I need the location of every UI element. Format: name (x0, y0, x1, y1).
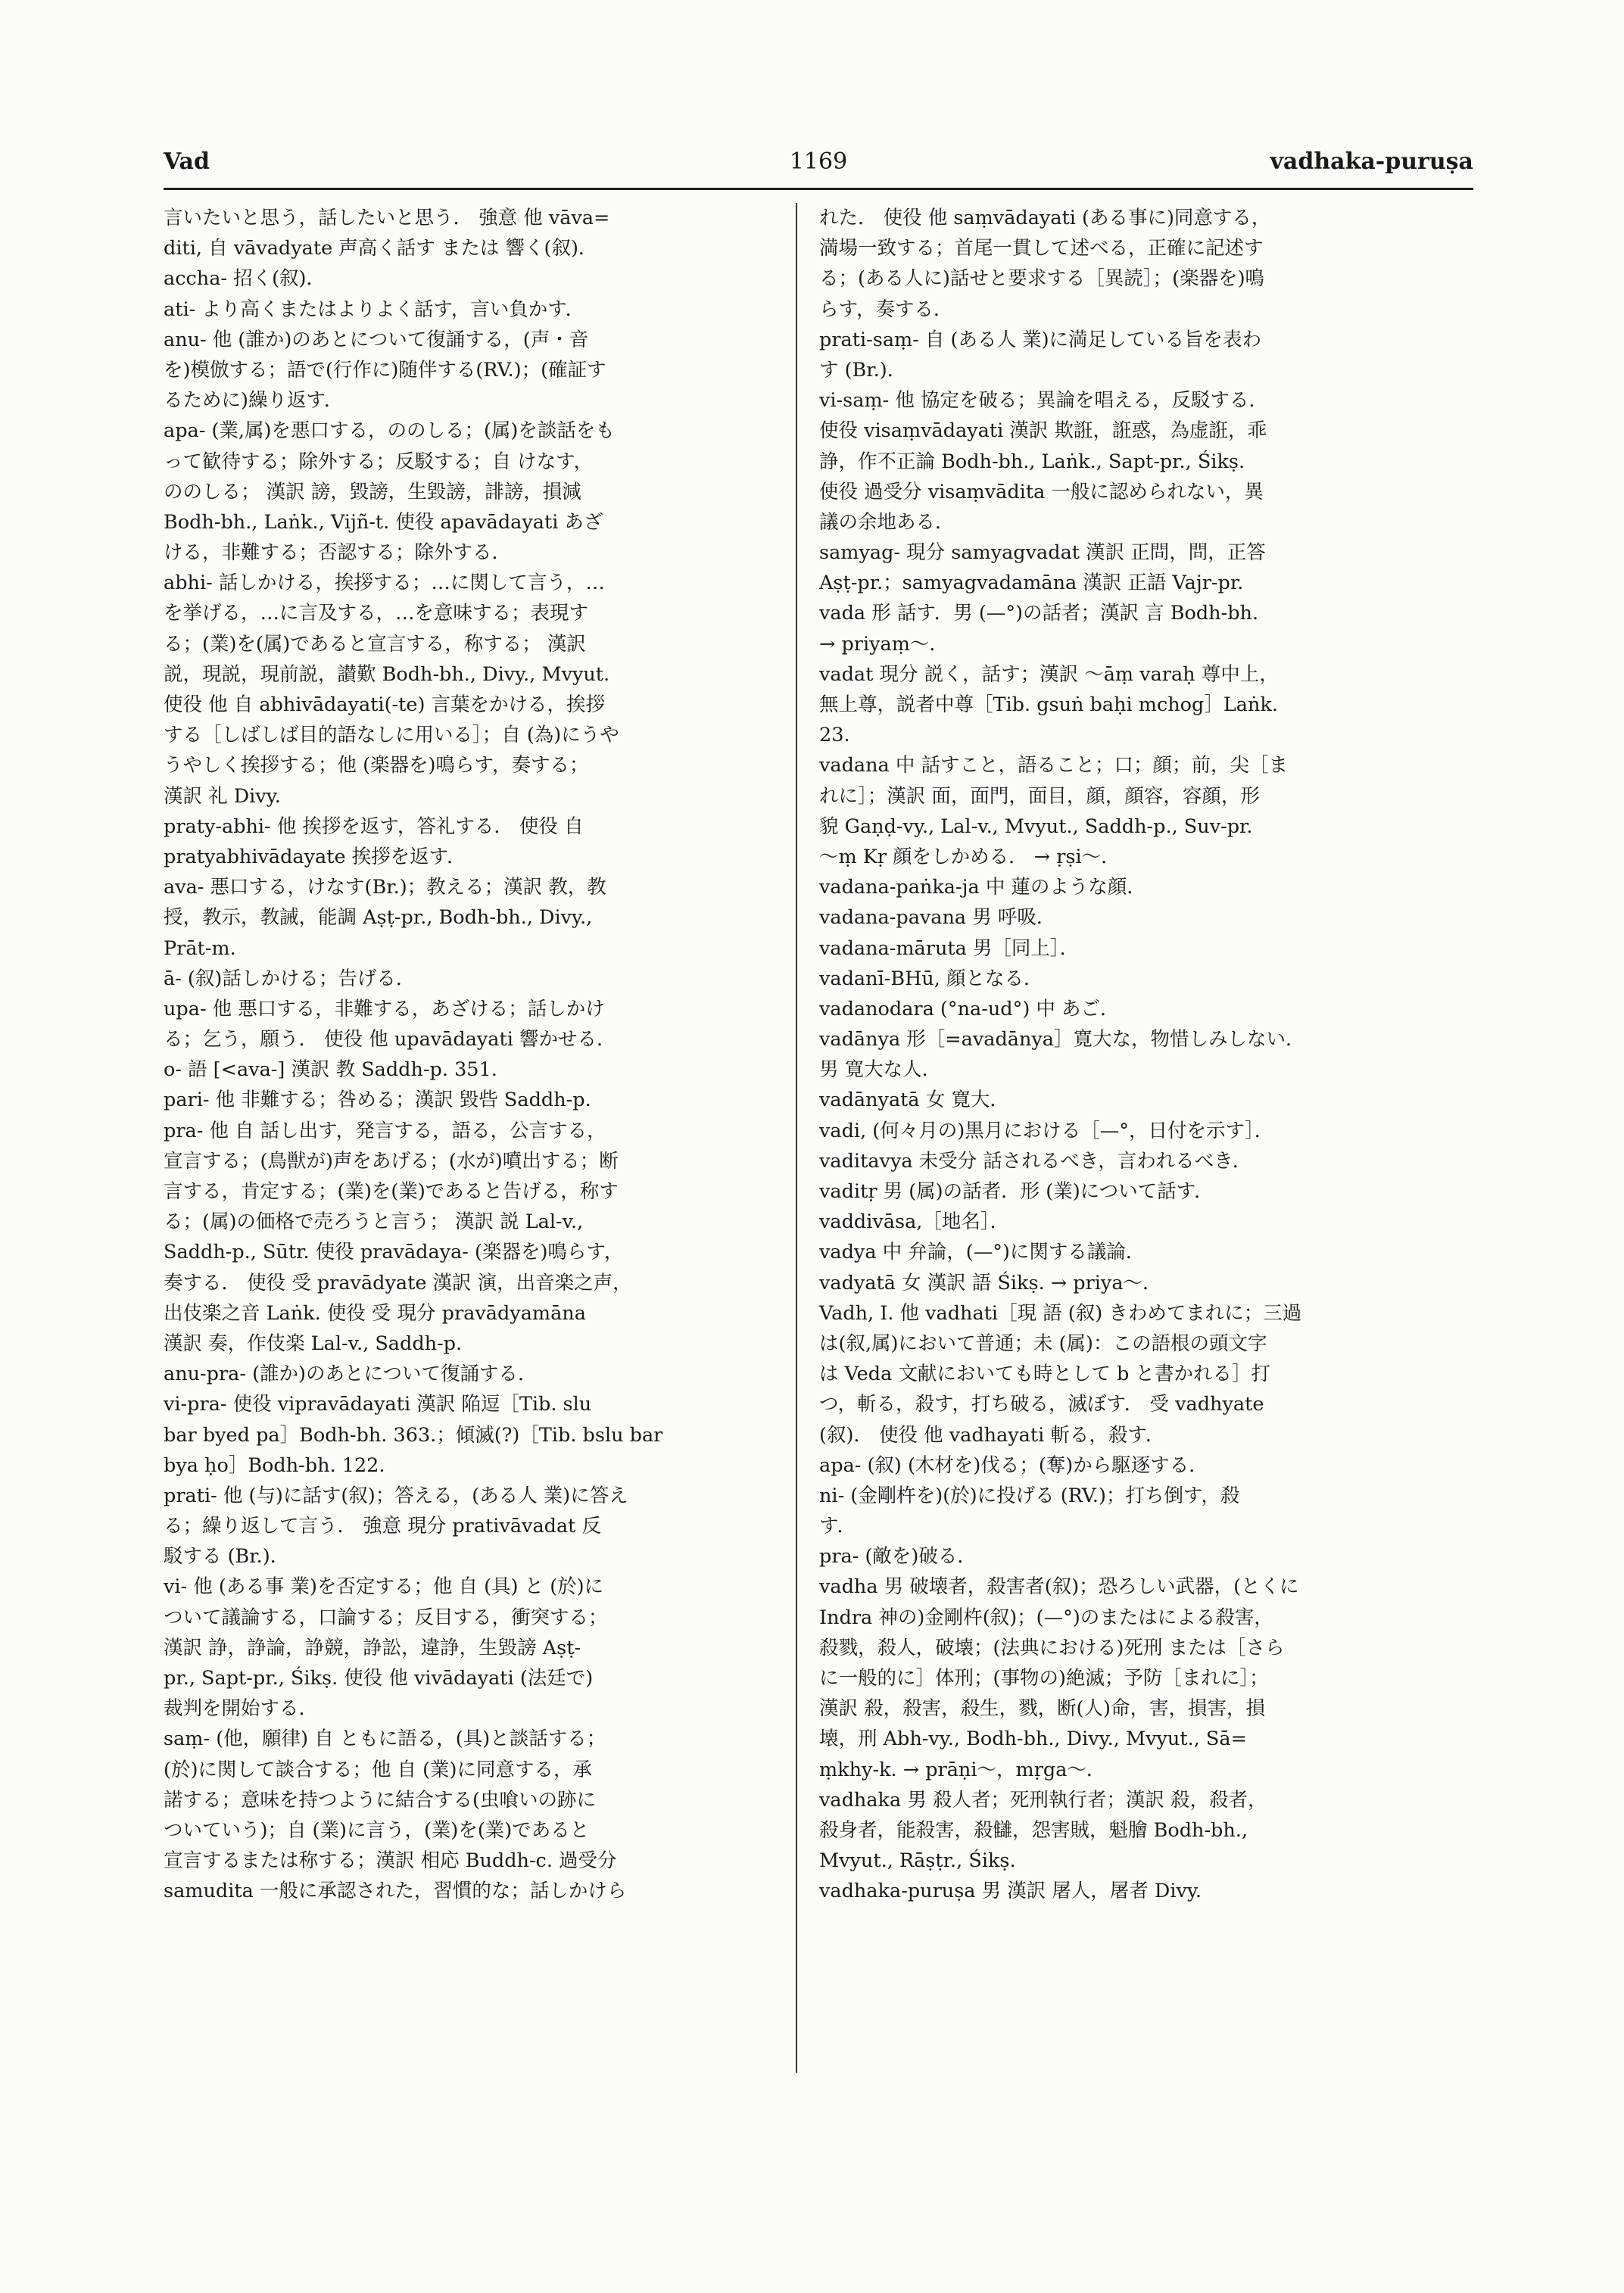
entry-line: vadi, (何々月の)黒月における［—°，日付を示す］． (819, 1119, 1274, 1142)
page-header (164, 144, 1473, 180)
entry-line: Indra 神の)金剛杵(叙)；(—°)のまたはによる殺害， (819, 1606, 1273, 1629)
entry-line: る；(属)の価格で売ろうと言う； 漢訳 説 Lal-v., (164, 1210, 584, 1234)
entry-line: Saddh-p., Sūtr. 使役 pravādaya- (楽器を)鳴らす， (164, 1241, 624, 1264)
entry-line: diti, 自 vāvadyate 声高く話す または 響く(叙)． (164, 237, 598, 260)
entry-line: ついていう)；自 (業)に言う，(業)を(業)であると (164, 1818, 590, 1842)
running-head-left: Vad (164, 148, 210, 175)
entry-line: o- 語 [<ava-] 漢訳 教 Saddh-p. 351. (164, 1058, 497, 1082)
entry-line: vi- 他 (ある事 業)を否定する；他 自 (具) と (於)に (164, 1575, 604, 1599)
entry-line: vadana-māruta 男［同上］． (819, 936, 1080, 960)
entry-line: れた． 使役 他 saṃvādayati (ある事に)同意する， (819, 207, 1271, 229)
entry-line: 使役 過受分 visaṃvādita 一般に認められない，異 (819, 480, 1264, 503)
entry-line: は Veda 文献においても時として b と書かれる］打 (819, 1363, 1270, 1386)
entry-line: vadha 男 破壊者，殺害者(叙)；恐ろしい武器，(とくに (819, 1575, 1299, 1599)
entry-line: 漢訳 礼 Divy. (164, 784, 281, 808)
column-divider (796, 203, 797, 2073)
entry-line: Mvyut., Rāṣṭr., Śikṣ. (819, 1849, 1016, 1873)
entry-line: す． (819, 1515, 856, 1538)
right-column (819, 203, 1472, 2080)
entry-line: する［しばしば目的語なしに用いる］；自 (為)にうや (164, 724, 619, 747)
entry-line: らす，奏する． (819, 298, 953, 321)
entry-line: vadana-paṅka-ja 中 蓮のような顔． (819, 876, 1146, 899)
entry-line: る；乞う，願う． 使役 他 upavādayati 響かせる． (164, 1028, 616, 1051)
entry-line: Bodh-bh., Laṅk., Vijñ-t. 使役 apavādayati あざ (164, 510, 603, 534)
entry-line: ける，非難する；否認する；除外する． (164, 541, 512, 565)
entry-line: vadhaka 男 殺人者；死刑執行者；漢訳 殺，殺者， (819, 1788, 1267, 1812)
entry-line: samudita 一般に承認された，習慣的な；話しかけら (164, 1880, 627, 1903)
entry-line: abhi- 話しかける，挨拶する；…に関して言う，… (164, 572, 605, 595)
entry-line: ののしる； 漢訳 謗，毀謗，生毀謗，誹謗，損減 (164, 480, 581, 503)
entry-line: pari- 他 非難する；咎める；漢訳 毀呰 Saddh-p. (164, 1089, 591, 1112)
entry-line: を)模倣する；語で(行作に)随伴する(RV.)；(確証す (164, 358, 606, 382)
entry-line: vada 形 話す．男 (—°)の話者；漢訳 言 Bodh-bh. (819, 602, 1259, 625)
entry-line: Vadh, I. 他 vadhati［現 語 (叙) きわめてまれに；三過 (819, 1301, 1302, 1325)
entry-line: は(叙,属)において普通；未 (属)：この語根の頭文字 (819, 1332, 1267, 1355)
entry-line: に一般的に］体刑；(事物の)絶滅；予防［まれに］； (819, 1667, 1269, 1690)
entry-line: vadat 現分 説く，話す；漢訳 ～āṃ varaḥ 尊中上， (819, 662, 1279, 686)
entry-line: vadanī-BHū, 顔となる． (819, 967, 1043, 990)
entry-line: apa- (叙) (木材を)伐る；(奪)から駆逐する． (819, 1453, 1208, 1477)
entry-line: 使役 他 自 abhivādayati(-te) 言葉をかける，挨拶 (164, 693, 606, 716)
entry-line: るために)繰り返す． (164, 389, 344, 413)
entry-line: を挙げる，…に言及する，…を意味する；表現す (164, 602, 589, 625)
entry-line: vadyatā 女 漢訳 語 Śikṣ. → priya～． (819, 1271, 1162, 1294)
entry-line: bya ḥo］Bodh-bh. 122. (164, 1453, 385, 1477)
entry-line: pratyabhivādayate 挨拶を返す． (164, 845, 466, 868)
entry-line: ni- (金剛杵を)(於)に投げる (RV.)；打ち倒す，殺 (819, 1484, 1240, 1507)
entry-line: vaditavya 未受分 話されるべき，言われるべき． (819, 1149, 1252, 1173)
entry-line: pra- 他 自 話し出す，発言する，語る，公言する， (164, 1119, 606, 1142)
entry-line: 壊，刑 Abh-vy., Bodh-bh., Divy., Mvyut., Sā= (819, 1728, 1247, 1751)
entry-line: 諍，作不正論 Bodh-bh., Laṅk., Sapt-pr., Śikṣ. (819, 450, 1245, 473)
entry-line: Aṣṭ-pr.；samyagvadamāna 漢訳 正語 Vajr-pr. (819, 572, 1244, 595)
entry-line: vi-saṃ- 他 協定を破る；異論を唱える，反駁する． (819, 389, 1268, 413)
entry-line: saṃ- (他，願律) 自 ともに語る，(具)と談話する； (164, 1728, 606, 1751)
entry-line: る；(ある人に)話せと要求する［異読］；(楽器を)鳴 (819, 267, 1265, 291)
entry-line: pra- (敵を)破る． (819, 1545, 977, 1569)
entry-line: accha- 招く(叙)． (164, 267, 326, 291)
entry-line: apa- (業,属)を悪口する，ののしる；(属)を談話をも (164, 419, 615, 443)
entry-line: 漢訳 諍，諍論，諍競，諍訟，違諍，生毀謗 Aṣṭ- (164, 1636, 581, 1659)
entry-line: 宣言する；(鳥獣が)声をあげる；(水が)噴出する；断 (164, 1149, 619, 1173)
left-column (164, 203, 792, 2080)
entry-line: 出伎楽之音 Laṅk. 使役 受 現分 pravādyamāna (164, 1301, 586, 1325)
entry-line: 言いたいと思う，話したいと思う． 強意 他 vāva= (164, 207, 610, 229)
entry-line: prati- 他 (与)に話す(叙)；答える，(ある人 業)に答え (164, 1484, 628, 1507)
entry-line: ついて議論する，口論する；反目する，衝突する； (164, 1606, 608, 1629)
entry-line: prati-saṃ- 自 (ある人 業)に満足している旨を表わ (819, 328, 1262, 351)
entry-line: る；繰り返して言う． 強意 現分 prativāvadat 反 (164, 1515, 602, 1538)
entry-line: 説，現説，現前説，讃歎 Bodh-bh., Divy., Mvyut. (164, 662, 610, 686)
entry-line: 使役 visaṃvādayati 漢訳 欺誑，誑惑，為虚誑，乖 (819, 419, 1267, 443)
entry-line: (叙)． 使役 他 vadhayati 斬る，殺す． (819, 1423, 1165, 1447)
entry-line: vadana 中 話すこと，語ること；口；顔；前，尖［ま (819, 754, 1288, 777)
entry-line: praty-abhi- 他 挨拶を返す，答礼する． 使役 自 (164, 815, 584, 838)
entry-line: ～ṃ Kṛ 顔をしかめる． → ṛṣi～． (819, 845, 1121, 868)
entry-line: 男 寛大な人． (819, 1058, 942, 1082)
entry-line: (於)に関して談合する；他 自 (業)に同意する，承 (164, 1758, 593, 1781)
entry-line: vadya 中 弁論，(—°)に関する議論． (819, 1241, 1146, 1264)
entry-line: vaddivāsa,［地名］． (819, 1210, 1010, 1234)
entry-line: 授，教示，教誡，能調 Aṣṭ-pr., Bodh-bh., Divy., (164, 906, 593, 930)
page-number: 1169 (789, 148, 848, 175)
entry-line: vadanodara (°na-ud°) 中 あご． (819, 997, 1120, 1020)
entry-line: って歓待する；除外する；反駁する；自 けなす， (164, 450, 594, 473)
entry-line: upa- 他 悪口する，非難する，あざける；話しかけ (164, 997, 605, 1020)
entry-line: anu-pra- (誰か)のあとについて復誦する． (164, 1363, 538, 1386)
entry-line: 23. (819, 724, 850, 747)
entry-line: つ，斬る，殺す，打ち破る，滅ぼす． 受 vadhyate (819, 1393, 1264, 1416)
entry-line: 殺身者，能殺害，殺讎，怨害賊，魁膾 Bodh-bh., (819, 1818, 1248, 1842)
entry-line: vadānyatā 女 寛大． (819, 1089, 1009, 1112)
entry-line: 奏する． 使役 受 pravādyate 漢訳 演，出音楽之声， (164, 1271, 632, 1294)
entry-line: vadānya 形［=avadānya］寛大な，物惜しみしない． (819, 1028, 1305, 1051)
entry-line: 漢訳 殺，殺害，殺生，戮，断(人)命，害，損害，損 (819, 1697, 1266, 1721)
entry-line: 裁判を開始する． (164, 1697, 319, 1721)
entry-line: す (Br.)． (819, 358, 907, 382)
entry-line: る；(業)を(属)であると宣言する，称する； 漢訳 (164, 632, 586, 656)
entry-line: 無上尊，説者中尊［Tib. gsuṅ baḥi mchog］Laṅk. (819, 693, 1278, 716)
entry-line: vadana-pavana 男 呼吸． (819, 906, 1056, 930)
entry-line: 漢訳 奏，作伎楽 Lal-v., Saddh-p. (164, 1332, 463, 1355)
entry-line: → priyaṃ～． (819, 632, 949, 656)
entry-line: ṃkhy-k. → prāṇi～，mṛga～． (819, 1758, 1106, 1781)
entry-line: vaditṛ 男 (属)の話者．形 (業)について話す． (819, 1180, 1214, 1203)
entry-line: bar byed pa］Bodh-bh. 363.；傾滅(?)［Tib. bslu bar (164, 1423, 663, 1447)
entry-line: ati- より高くまたはよりよく話す，言い負かす． (164, 298, 585, 321)
entry-line: 諾する；意味を持つように結合する(虫喰いの跡に (164, 1788, 596, 1812)
entry-line: れに］；漢訳 面，面門，面目，顔，顔容，容顔，形 (819, 784, 1260, 808)
entry-line: ā- (叙)話しかける；告げる． (164, 967, 416, 990)
entry-line: Prāt-m. (164, 936, 236, 960)
entry-line: うやしく挨拶する；他 (楽器を)鳴らす，奏する； (164, 754, 589, 777)
entry-line: 議の余地ある． (819, 510, 955, 534)
entry-line: vadhaka-puruṣa 男 漢訳 屠人，屠者 Divy. (819, 1880, 1202, 1903)
entry-line: 言する，肯定する；(業)を(業)であると告げる，称す (164, 1180, 619, 1203)
entry-line: 殺戮，殺人，破壊；(法典における)死刑 または［さら (819, 1636, 1285, 1659)
entry-line: vi-pra- 使役 vipravādayati 漢訳 陥逗［Tib. slu (164, 1393, 592, 1416)
running-head-right: vadhaka-puruṣa (1270, 148, 1473, 175)
header-rule (164, 188, 1473, 190)
entry-line: 宣言するまたは称する；漢訳 相応 Buddh-c. 過受分 (164, 1849, 617, 1873)
entry-line: ava- 悪口する，けなす(Br.)；教える；漢訳 教，教 (164, 876, 606, 899)
entry-line: samyag- 現分 samyagvadat 漢訳 正問，問，正答 (819, 541, 1266, 565)
entry-line: 駁する (Br.)． (164, 1545, 290, 1569)
entry-line: 満場一致する；首尾一貫して述べる，正確に記述す (819, 237, 1264, 260)
entry-line: 貌 Gaṇḍ-vy., Lal-v., Mvyut., Saddh-p., Suv-pr. (819, 815, 1253, 838)
entry-line: anu- 他 (誰か)のあとについて復誦する，(声・音 (164, 328, 589, 351)
entry-line: pr., Sapt-pr., Śikṣ. 使役 他 vivādayati (法廷で) (164, 1667, 594, 1690)
